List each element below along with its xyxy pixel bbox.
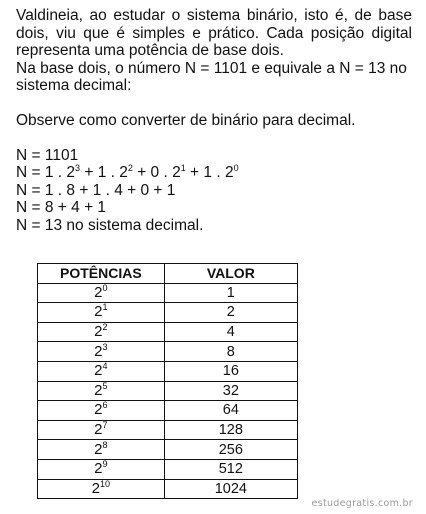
power-cell: $2^5$ <box>38 381 165 401</box>
conversion-step-4: N = 8 + 4 + 1 <box>16 199 107 217</box>
powers-of-two-table <box>37 263 298 499</box>
intro-paragraph-2: Na base dois, o número N = 1101 e equivale a N = 13 no sistema decimal: <box>16 59 407 95</box>
power-cell: $2^7$ <box>38 420 165 440</box>
power-cell: $2^9$ <box>38 459 165 479</box>
table-row <box>38 381 298 401</box>
watermark: estudegratis.com.br <box>311 498 413 509</box>
intro-paragraph-3: Observe como converter de binário para decimal. <box>16 111 356 129</box>
table-row <box>38 283 298 303</box>
header-potencias: POTÊNCIAS <box>38 264 165 284</box>
value-cell: 1024 <box>164 479 297 499</box>
value-cell: 256 <box>164 440 297 460</box>
value-cell: 64 <box>164 401 297 421</box>
expansion-term-4: + 1 . $2^0$ <box>185 163 239 182</box>
table-header-row <box>38 264 298 284</box>
table-row <box>38 401 298 421</box>
value-cell: 32 <box>164 381 297 401</box>
power-cell: $2^6$ <box>38 401 165 421</box>
power-cell: $2^8$ <box>38 440 165 460</box>
table-row <box>38 361 298 381</box>
value-cell: 512 <box>164 459 297 479</box>
table-row <box>38 459 298 479</box>
power-cell: $2^4$ <box>38 361 165 381</box>
expansion-term-2: + 1 . $2^2$ <box>80 163 133 182</box>
expansion-term-3: + 0 . $2^1$ <box>132 163 186 182</box>
conversion-step-2 <box>16 164 412 182</box>
conversion-step-1: N = 1101 <box>16 146 79 164</box>
conversion-step-5: N = 13 no sistema decimal. <box>16 216 204 234</box>
table-row <box>38 440 298 460</box>
table-row <box>38 303 298 323</box>
intro-paragraph-1: Valdineia, ao estudar o sistema binário, isto é, de base dois, viu que é simples e prático. Cada posição digital representa uma potência de base dois. <box>16 7 412 60</box>
value-cell: 16 <box>164 361 297 381</box>
power-cell: $2^{10}$ <box>38 479 165 499</box>
power-cell: $2^0$ <box>38 283 165 303</box>
document-body <box>16 7 412 235</box>
expansion-term-1: N = 1 . $2^3$ <box>16 163 81 182</box>
table-row <box>38 322 298 342</box>
header-valor: VALOR <box>164 264 297 284</box>
table-row <box>38 479 298 499</box>
value-cell: 2 <box>164 303 297 323</box>
value-cell: 1 <box>164 283 297 303</box>
power-cell: $2^2$ <box>38 322 165 342</box>
value-cell: 4 <box>164 322 297 342</box>
table-body <box>38 283 298 499</box>
power-cell: $2^1$ <box>38 303 165 323</box>
value-cell: 128 <box>164 420 297 440</box>
table-row <box>38 342 298 362</box>
conversion-step-3: N = 1 . 8 + 1 . 4 + 0 + 1 <box>16 181 176 199</box>
power-cell: $2^3$ <box>38 342 165 362</box>
value-cell: 8 <box>164 342 297 362</box>
table-row <box>38 420 298 440</box>
